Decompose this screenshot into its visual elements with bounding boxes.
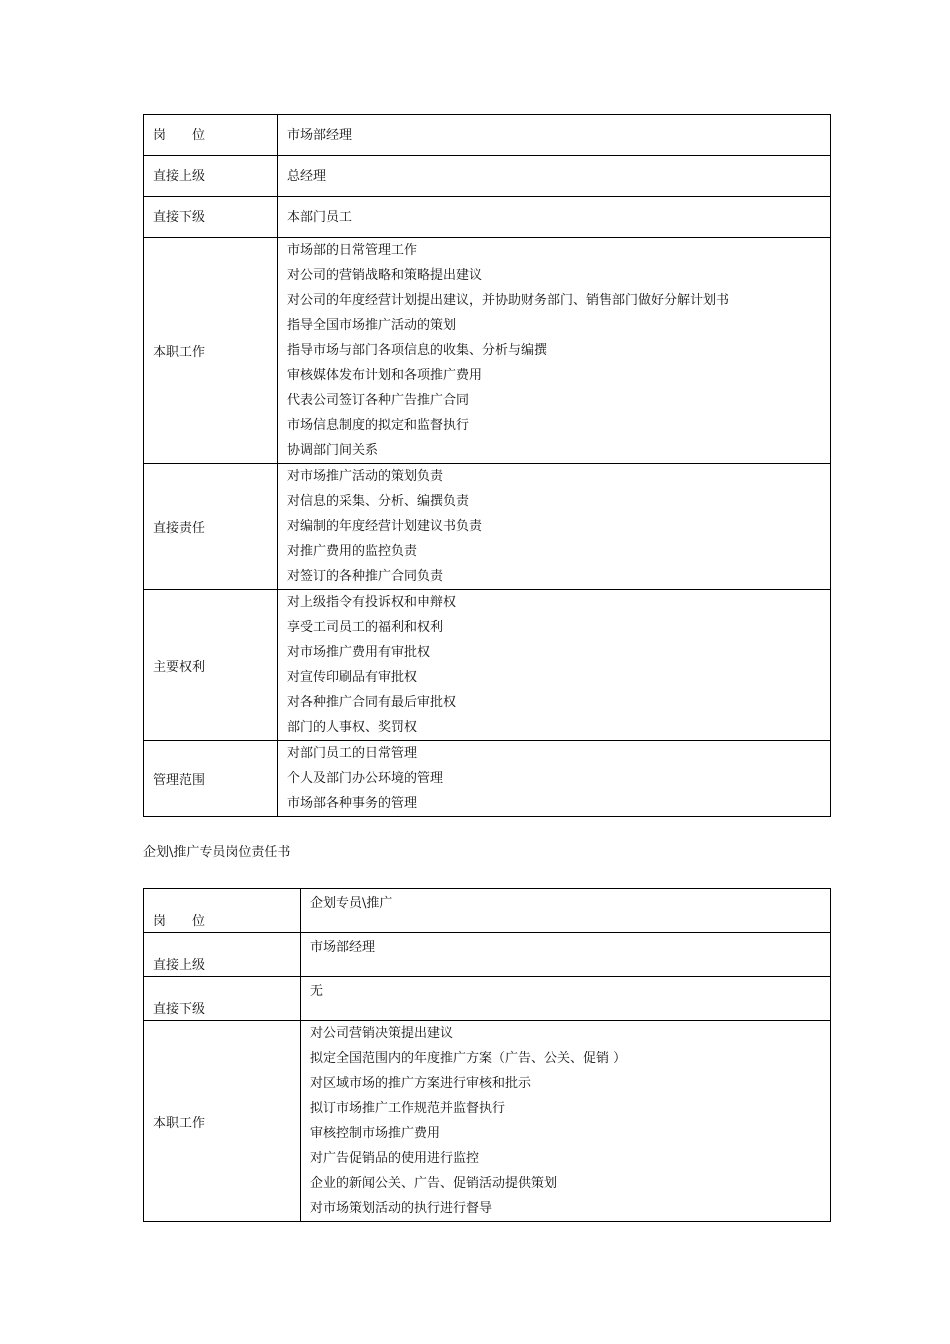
table-row xyxy=(144,115,831,156)
list-item: 市场部的日常管理工作 xyxy=(287,243,418,258)
list-item: 对市场推广费用有审批权 xyxy=(287,645,431,660)
table-row xyxy=(144,889,831,933)
row-value-superior xyxy=(301,933,831,977)
row-label-subordinate xyxy=(144,197,278,238)
table-row xyxy=(144,197,831,238)
list-item: 对公司的年度经营计划提出建议，并协助财务部门、销售部门做好分解计划书 xyxy=(287,293,730,308)
cell-text: 企划专员\推广 xyxy=(310,896,393,911)
row-value-duties xyxy=(278,238,831,464)
row-label-responsibilities: 直接责任 xyxy=(144,464,278,590)
row-value-position xyxy=(301,889,831,933)
row-value-subordinate xyxy=(278,197,831,238)
list-item: 审核控制市场推广费用 xyxy=(310,1126,441,1141)
list-item: 对宣传印刷品有审批权 xyxy=(287,670,418,685)
row-label-superior xyxy=(144,156,278,197)
row-value-duties xyxy=(301,1021,831,1222)
row-label-duties: 本职工作 xyxy=(144,1021,301,1222)
row-value-superior xyxy=(278,156,831,197)
list-item: 对市场策划活动的执行进行督导 xyxy=(310,1201,493,1216)
list-item: 企业的新闻公关、广告、促销活动提供策划 xyxy=(310,1176,558,1191)
list-item: 对部门员工的日常管理 xyxy=(287,746,418,761)
list-item: 对广告促销品的使用进行监控 xyxy=(310,1151,480,1166)
section-caption: 企划\推广专员岗位责任书 xyxy=(143,845,291,860)
row-value-position xyxy=(278,115,831,156)
table-row xyxy=(144,1021,831,1222)
row-value-subordinate xyxy=(301,977,831,1021)
list-item: 审核媒体发布计划和各项推广费用 xyxy=(287,368,483,383)
list-item: 对各种推广合同有最后审批权 xyxy=(287,695,457,710)
row-value-rights xyxy=(278,590,831,741)
list-item: 对公司营销决策提出建议 xyxy=(310,1026,454,1041)
row-label-duties: 本职工作 xyxy=(144,238,278,464)
cell-text: 本部门员工 xyxy=(287,210,353,225)
list-item: 代表公司签订各种广告推广合同 xyxy=(287,393,470,408)
job-table-planning-specialist xyxy=(143,888,831,1222)
row-label-position xyxy=(144,115,278,156)
cell-text: 直接上级 xyxy=(153,169,206,184)
cell-text: 总经理 xyxy=(287,169,327,184)
table-row xyxy=(144,741,831,817)
list-item: 对编制的年度经营计划建议书负责 xyxy=(287,519,483,534)
table-row xyxy=(144,156,831,197)
list-item: 对区域市场的推广方案进行审核和批示 xyxy=(310,1076,532,1091)
row-label-rights: 主要权利 xyxy=(144,590,278,741)
list-item: 拟定全国范围内的年度推广方案（广告、公关、促销 ） xyxy=(310,1051,627,1066)
list-item: 对市场推广活动的策划负责 xyxy=(287,469,444,484)
row-label-position: 岗 位 xyxy=(144,889,301,933)
cell-text: 无 xyxy=(310,984,324,999)
table-row xyxy=(144,590,831,741)
list-item: 市场信息制度的拟定和监督执行 xyxy=(287,418,470,433)
table-row xyxy=(144,977,831,1021)
row-value-responsibilities xyxy=(278,464,831,590)
list-item: 拟订市场推广工作规范并监督执行 xyxy=(310,1101,506,1116)
row-value-scope xyxy=(278,741,831,817)
cell-text: 岗 位 xyxy=(153,128,206,143)
list-item: 市场部各种事务的管理 xyxy=(287,796,418,811)
job-table-marketing-manager xyxy=(143,114,831,817)
row-label-superior: 直接上级 xyxy=(144,933,301,977)
table-row xyxy=(144,464,831,590)
list-item: 对签订的各种推广合同负责 xyxy=(287,569,444,584)
list-item: 部门的人事权、奖罚权 xyxy=(287,720,418,735)
row-label-scope: 管理范围 xyxy=(144,741,278,817)
list-item: 指导市场与部门各项信息的收集、分析与编撰 xyxy=(287,343,548,358)
list-item: 对公司的营销战略和策略提出建议 xyxy=(287,268,483,283)
list-item: 协调部门间关系 xyxy=(287,443,379,458)
table-row xyxy=(144,933,831,977)
list-item: 享受工司员工的福利和权利 xyxy=(287,620,444,635)
row-label-subordinate: 直接下级 xyxy=(144,977,301,1021)
cell-text: 市场部经理 xyxy=(310,940,376,955)
list-item: 指导全国市场推广活动的策划 xyxy=(287,318,457,333)
list-item: 对信息的采集、分析、编撰负责 xyxy=(287,494,470,509)
list-item: 个人及部门办公环境的管理 xyxy=(287,771,444,786)
cell-text: 直接下级 xyxy=(153,210,206,225)
cell-text: 市场部经理 xyxy=(287,128,353,143)
list-item: 对上级指令有投诉权和申辩权 xyxy=(287,595,457,610)
list-item: 对推广费用的监控负责 xyxy=(287,544,418,559)
table-row xyxy=(144,238,831,464)
